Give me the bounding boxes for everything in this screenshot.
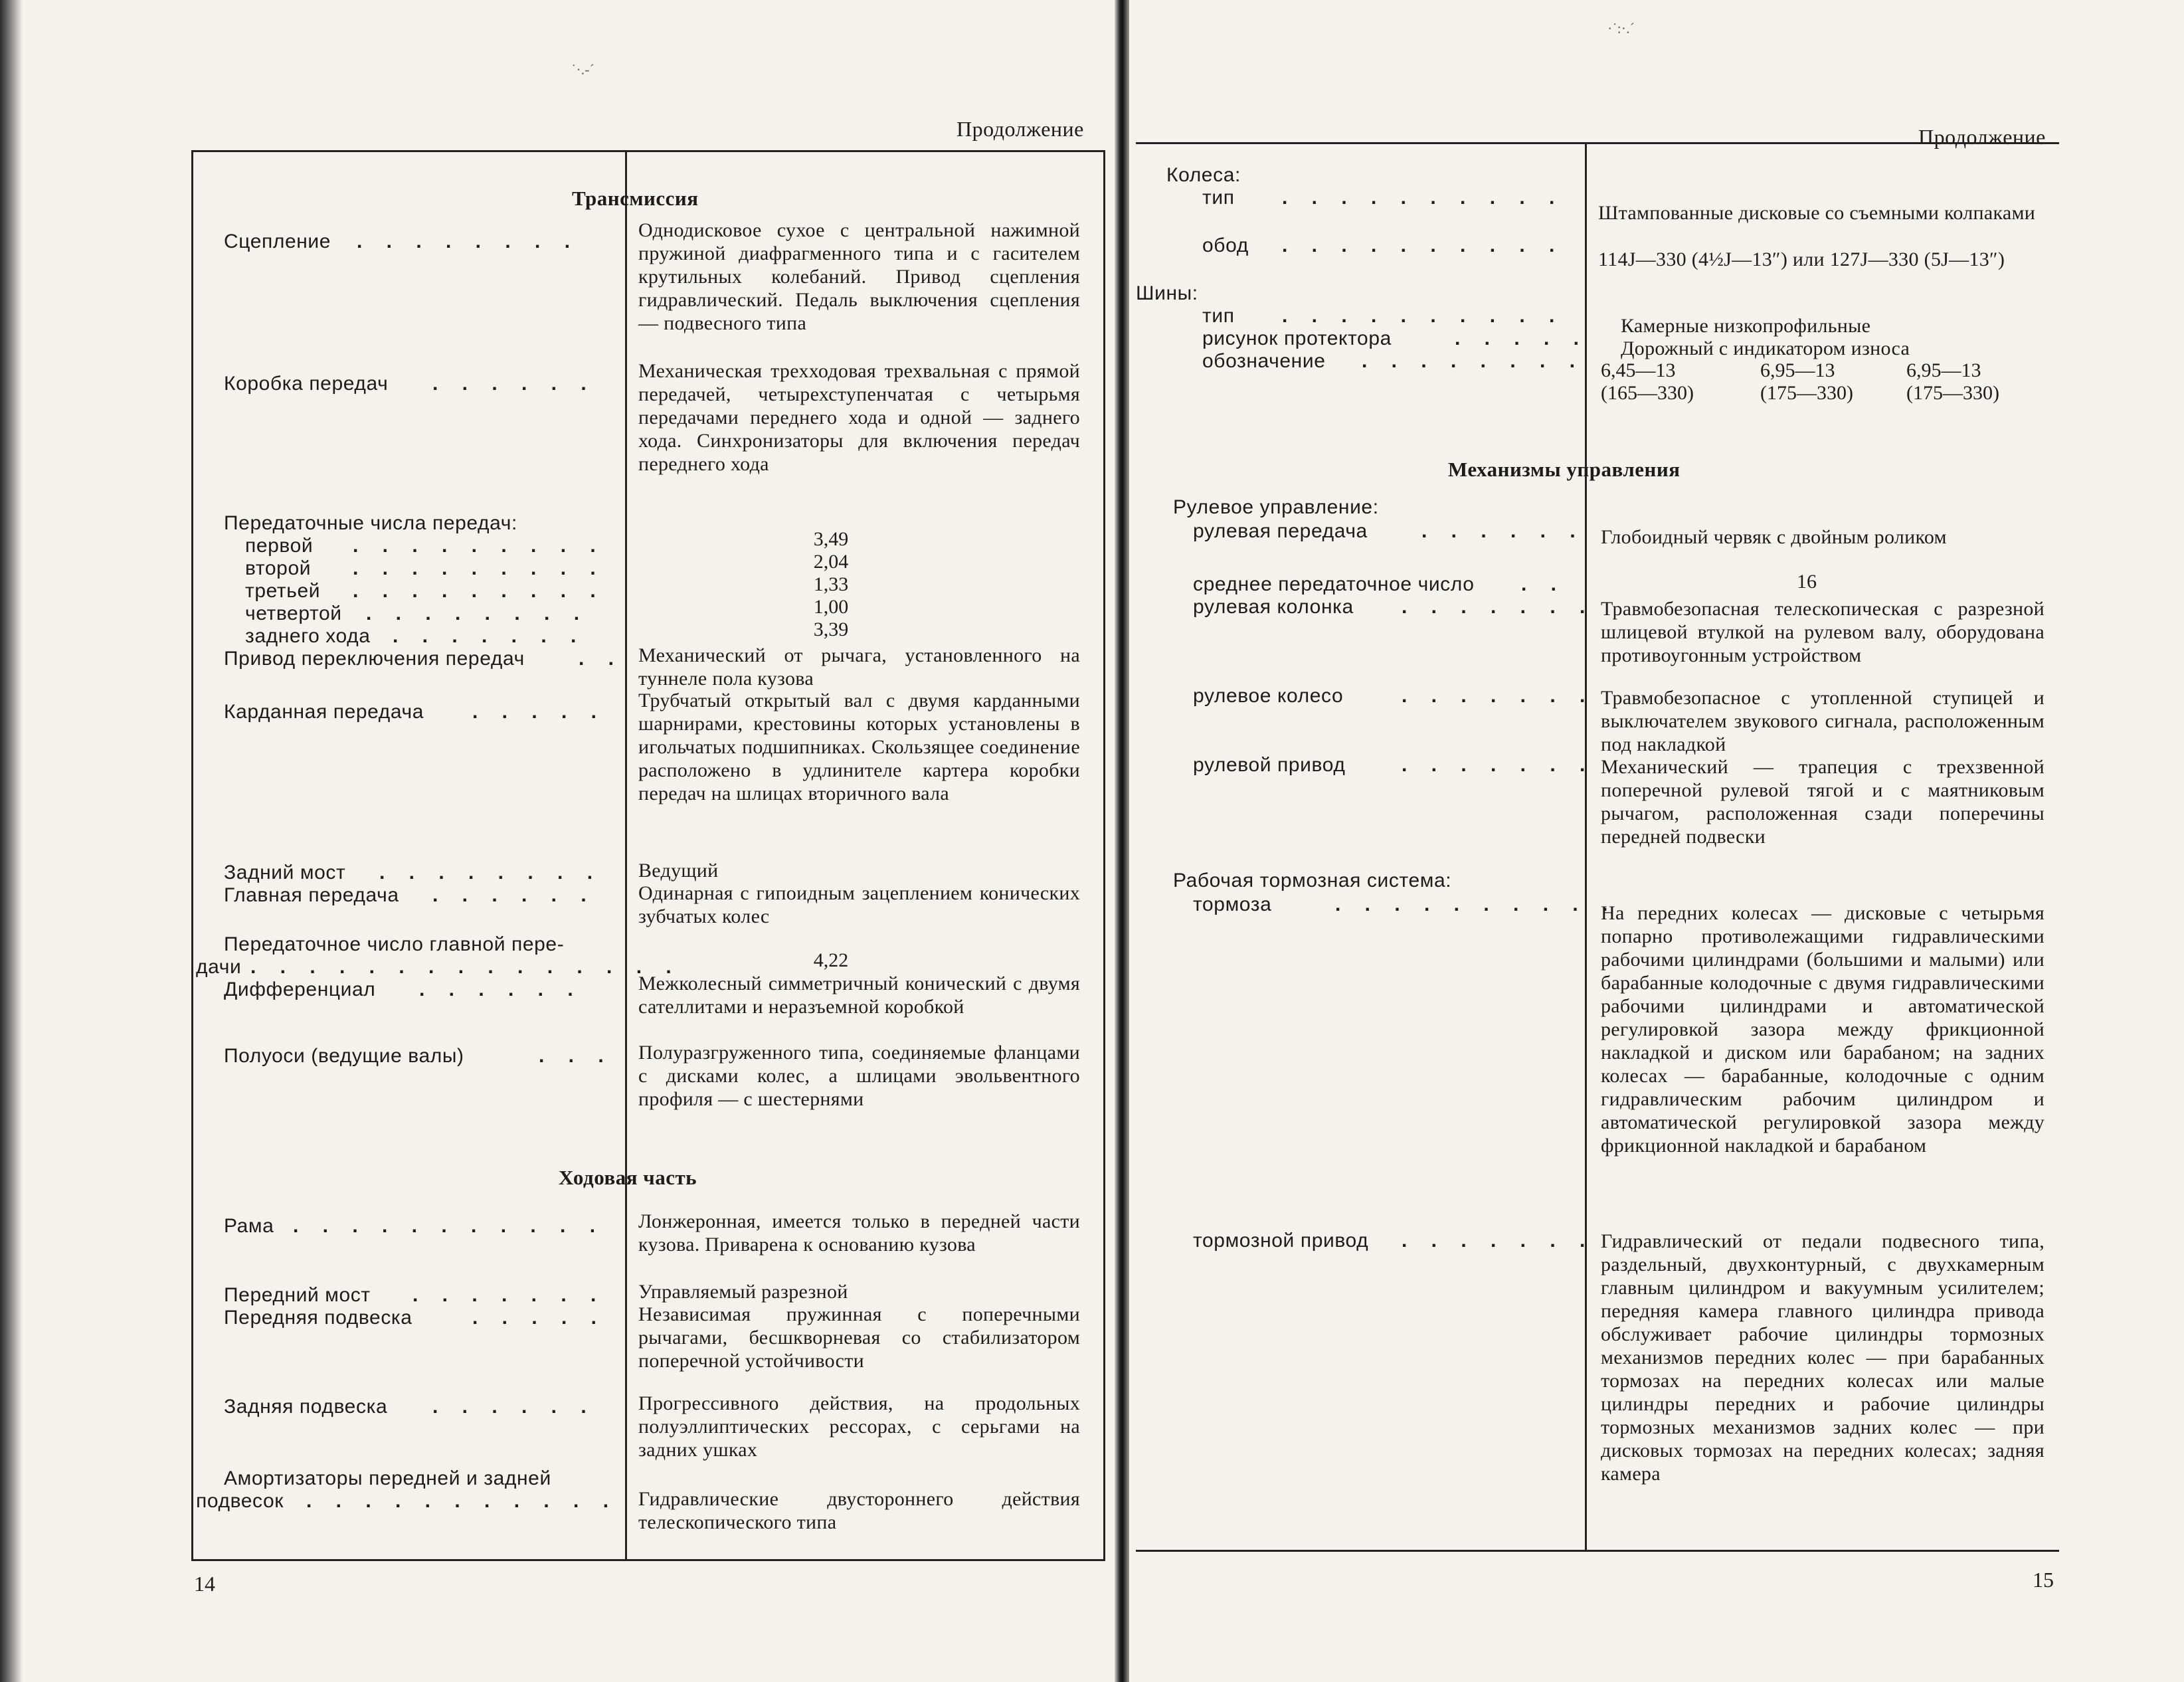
- column-divider: [1585, 144, 1587, 1550]
- spec-label-brake-system: Рабочая тормозная система:: [1173, 870, 1452, 891]
- leader-dots: . . .: [539, 1045, 613, 1067]
- leader-dots: . .: [1521, 573, 1566, 595]
- leader-dots: . . . . . . .: [1402, 754, 1595, 776]
- spec-label-third-gear: третьей: [245, 580, 321, 602]
- spec-value-brake-drive: Гидравлический от педали подвесного типа, раздельный, двухконтурный, с двухкамерным главным цилиндром и вакуумным усилителем; передняя камера главного цилиндра привода обслуживает рабочие цилиндры тормозных механизмов передних колес — при барабанных тормозах на передних колесах или малые цилиндры передних и рабочие цилиндры тормозных механизмов задних колес — при дисковых тормозах на передних колесах; задняя камера: [1601, 1230, 2045, 1485]
- spec-label-first-gear: первой: [245, 535, 314, 557]
- scan-speck: ˙·.-´: [571, 61, 594, 78]
- spec-value-tire-type: Камерные низкопрофильные: [1621, 315, 1871, 337]
- leader-dots: . . . . . .: [432, 1396, 596, 1418]
- value-second-gear: 2,04: [813, 551, 849, 573]
- spec-value-gearbox: Механическая трехходовая трехвальная с прямой передачей, четырехступенчатая с четырьмя передачами переднего хода и одной — заднего хода. Синхронизаторы для включения передач переднего хода: [638, 360, 1080, 475]
- spec-label-reverse-gear: заднего хода: [245, 625, 371, 647]
- spec-label-rim: обод: [1202, 234, 1249, 256]
- value-third-gear: 1,33: [813, 573, 849, 595]
- spec-value-steering-gear: Глобоидный червяк с двойным роликом: [1601, 526, 1947, 548]
- tire-size-3: 6,95—13: [1906, 359, 1981, 381]
- continued-label: Продолжение: [956, 117, 1084, 141]
- leader-dots: . . . . . . . . . .: [1282, 305, 1564, 327]
- continued-label: Продолжение: [1918, 125, 2046, 149]
- leader-dots: . . . . . . .: [1402, 685, 1595, 707]
- spec-label-clutch: Сцепление: [224, 231, 331, 252]
- leader-dots: . . . . . . . . . . . . . . .: [250, 956, 681, 978]
- leader-dots: . . . . . . . .: [357, 231, 580, 252]
- tire-size-1: 6,45—13: [1601, 359, 1676, 381]
- value-final-ratio: 4,22: [813, 949, 849, 971]
- spec-value-differential: Межколесный симметричный конический с двумя сателлитами и неразъемной коробкой: [638, 973, 1080, 1018]
- column-divider: [625, 152, 627, 1559]
- value-steering-ratio: 16: [1797, 571, 1817, 593]
- leader-dots: . . . . . . . .: [366, 603, 589, 624]
- spec-label-rear-axle: Задний мост: [224, 862, 346, 884]
- spec-value-rear-axle: Ведущий: [638, 860, 719, 882]
- spec-value-wheel-type: Штампованные дисковые со съемными колпаками: [1598, 202, 2036, 224]
- leader-dots: . . . . . .: [432, 373, 596, 395]
- spec-value-tread: Дорожный с индикатором износа: [1621, 337, 1910, 359]
- spec-label-half-shafts: Полуоси (ведущие валы): [224, 1045, 464, 1067]
- spec-label-final-drive: Главная передача: [224, 884, 399, 906]
- value-reverse-gear: 3,39: [813, 618, 849, 640]
- spec-value-front-axle: Управляемый разрезной: [638, 1281, 848, 1303]
- spec-label-front-suspension: Передняя подвеска: [224, 1307, 412, 1329]
- spec-label-wheel-type: тип: [1202, 187, 1235, 209]
- spec-label-second-gear: второй: [245, 557, 312, 579]
- spec-label-steering-linkage: рулевой привод: [1193, 754, 1346, 776]
- spec-value-frame: Лонжеронная, имеется только в передней части кузова. Приварена к основанию кузова: [638, 1210, 1080, 1256]
- spec-label-gearbox: Коробка передач: [224, 373, 389, 395]
- leader-dots: . . . . .: [472, 1307, 606, 1329]
- spec-value-cardan: Трубчатый открытый вал с двумя карданными шарнирами, крестовины которых установлены в игольчатых подшипниках. Скользящее соединение расположено в удлинителе картера коробки передач на шлицах вторичного вала: [638, 690, 1080, 804]
- spec-label-tires: Шины:: [1136, 282, 1198, 304]
- tire-metric-1: (165—330): [1601, 382, 1694, 404]
- tire-metric-3: (175—330): [1906, 382, 1999, 404]
- spec-label-shift-drive: Привод переключения передач: [224, 648, 525, 670]
- spec-label-shock-absorbers-cont: подвесок: [196, 1490, 284, 1512]
- spec-value-final-drive: Одинарная с гипоидным зацеплением конических зубчатых колес: [638, 882, 1080, 927]
- spec-label-wheels: Колеса:: [1166, 164, 1241, 186]
- spec-value-steering-column: Травмобезопасная телескопическая с разрезной шлицевой втулкой на рулевом валу, оборудована противоугонным устройством: [1601, 598, 2045, 666]
- leader-dots: . . . . . . . .: [1362, 350, 1585, 372]
- page-number: 15: [2033, 1568, 2054, 1592]
- leader-dots: . . . . . . .: [1402, 596, 1595, 618]
- leader-dots: . . . . . . . . . .: [1335, 893, 1617, 915]
- spec-label-steering-ratio: среднее передаточное число: [1193, 573, 1475, 595]
- spec-value-steering-linkage: Механический — трапеция с трехзвенной поперечной рулевой тягой и с маятниковым рычагом, расположенная сзади поперечины передней подвески: [1601, 756, 2045, 848]
- spec-label-final-ratio: Передаточное число главной пере-: [224, 933, 565, 955]
- spec-label-steering: Рулевое управление:: [1173, 496, 1379, 518]
- leader-dots: . . . . . . . . .: [353, 580, 605, 602]
- spec-table-left: [191, 150, 1105, 1561]
- spec-value-half-shafts: Полуразгруженного типа, соединяемые фланцами с дисками колес, а шлицами эвольвентного профиля — с шестернями: [638, 1042, 1080, 1110]
- leader-dots: . . . . . . . . .: [353, 535, 605, 557]
- spec-value-clutch: Однодисковое сухое с центральной нажимной пружиной диафрагменного типа и с гасителем крутильных колебаний. Привод сцепления гидравлический. Педаль выключения сцепления — подвесного типа: [638, 219, 1080, 334]
- spec-label-brakes: тормоза: [1193, 893, 1272, 915]
- section-title-transmission: Трансмиссия: [572, 187, 699, 210]
- leader-dots: . . . . . . . . . . .: [306, 1490, 618, 1512]
- leader-dots: . . . . .: [1455, 327, 1589, 349]
- spec-table-right: [1136, 142, 2059, 1552]
- spec-value-brakes: На передних колесах — дисковые с четырьмя попарно противолежащими гидравлическими рабочими цилиндрами (большими и малыми) или барабанные колодочные с двумя гидравлическими рабочими цилиндрами и автоматической регулировкой зазора между фрикционной накладкой и диском или барабаном; на задних колесах — барабанные, колодочные с одним гидравлическим рабочим цилиндром и автоматической регулировкой зазора между фрикционной накладкой и барабаном: [1601, 902, 2045, 1157]
- spec-label-rear-suspension: Задняя подвеска: [224, 1396, 388, 1418]
- scan-speck: ·˙:·.´: [1607, 20, 1635, 37]
- spec-label-designation: обозначение: [1202, 350, 1326, 372]
- spec-label-front-axle: Передний мост: [224, 1284, 371, 1306]
- spec-label-tread: рисунок протектора: [1202, 327, 1392, 349]
- leader-dots: . . . . . .: [1421, 520, 1585, 542]
- tire-metric-2: (175—330): [1760, 382, 1853, 404]
- spec-label-fourth-gear: четвертой: [245, 603, 342, 624]
- spec-value-front-suspension: Независимая пружинная с поперечными рычагами, бесшкворневая со стабилизатором поперечной устойчивости: [638, 1303, 1080, 1372]
- value-first-gear: 3,49: [813, 528, 849, 550]
- spec-label-steering-column: рулевая колонка: [1193, 596, 1354, 618]
- spec-label-shock-absorbers: Амортизаторы передней и задней: [224, 1467, 551, 1489]
- leader-dots: . . . . . . . .: [379, 862, 602, 884]
- leader-dots: . . . . . . . . . .: [1282, 187, 1564, 209]
- section-title-running-gear: Ходовая часть: [559, 1166, 697, 1189]
- leader-dots: . .: [579, 648, 624, 670]
- value-fourth-gear: 1,00: [813, 596, 849, 618]
- page-15: [1123, 0, 2184, 1682]
- leader-dots: . . . . . . . . .: [353, 557, 605, 579]
- tire-size-2: 6,95—13: [1760, 359, 1835, 381]
- leader-dots: . . . . . . .: [1402, 1230, 1595, 1252]
- leader-dots: . . . . . . .: [412, 1284, 606, 1306]
- leader-dots: . . . . . . . . . . .: [293, 1215, 605, 1237]
- spec-value-shift-drive: Механический от рычага, установленного на туннеле пола кузова: [638, 644, 1080, 690]
- section-title-controls: Механизмы управления: [1448, 458, 1681, 481]
- spec-label-gear-ratios: Передаточные числа передач:: [224, 512, 517, 534]
- leader-dots: . . . . . .: [432, 884, 596, 906]
- spec-label-final-ratio-cont: дачи: [196, 956, 242, 978]
- leader-dots: . . . . . .: [419, 979, 583, 1000]
- spec-label-frame: Рама: [224, 1215, 274, 1237]
- spec-label-steering-wheel: рулевое колесо: [1193, 685, 1344, 707]
- spec-label-brake-drive: тормозной привод: [1193, 1230, 1369, 1252]
- spec-value-steering-wheel: Травмобезопасное с утопленной ступицей и выключателем звукового сигнала, расположенным под накладкой: [1601, 687, 2045, 755]
- spec-label-tire-type: тип: [1202, 305, 1235, 327]
- page-number: 14: [194, 1572, 215, 1596]
- leader-dots: . . . . . . .: [393, 625, 586, 647]
- leader-dots: . . . . .: [472, 701, 606, 723]
- spec-label-steering-gear: рулевая передача: [1193, 520, 1368, 542]
- spec-label-differential: Дифференциал: [224, 979, 376, 1000]
- spec-label-cardan: Карданная передача: [224, 701, 424, 723]
- spec-value-rear-suspension: Прогрессивного действия, на продольных полуэллиптических рессорах, с серьгами на задних ушках: [638, 1392, 1080, 1461]
- leader-dots: . . . . . . . . . .: [1282, 234, 1564, 256]
- spec-value-rim: 114J—330 (4½J—13″) или 127J—330 (5J—13″): [1598, 248, 2005, 270]
- spec-value-shock-absorbers: Гидравлические двустороннего действия телескопического типа: [638, 1488, 1080, 1533]
